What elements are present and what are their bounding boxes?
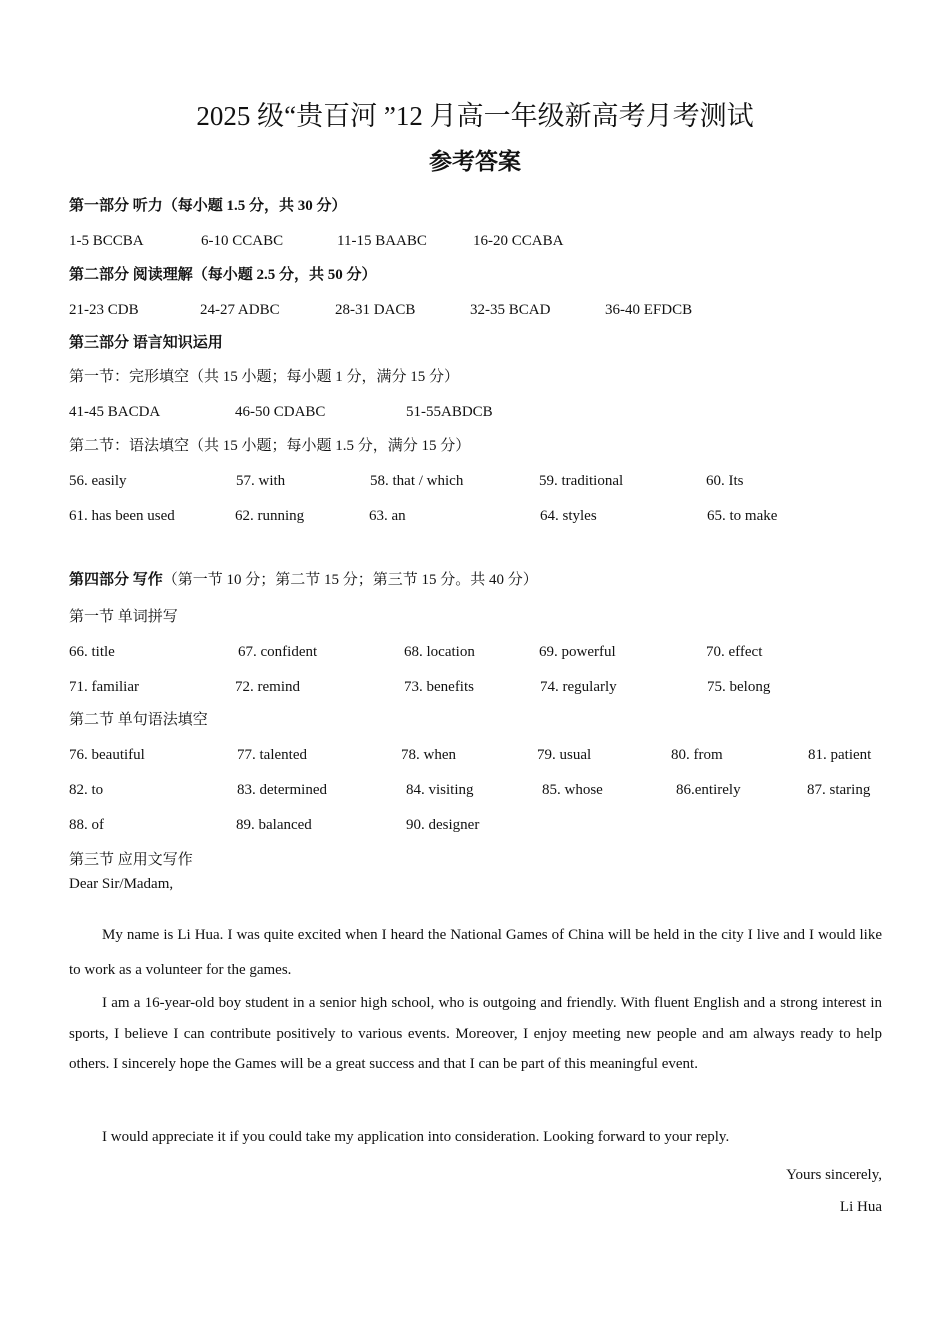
letter-closing: Yours sincerely, <box>786 1167 882 1183</box>
part4-heading-label: 第四部分 写作 <box>69 572 163 588</box>
answer-item: 82. to <box>69 782 104 798</box>
answer-item: 75. belong <box>707 679 771 695</box>
part4-heading-detail: （第一节 10 分；第二节 15 分；第三节 15 分。共 40 分） <box>162 572 538 588</box>
answer-group: 6-10 CCABC <box>201 233 284 249</box>
answer-item: 80. from <box>671 747 723 763</box>
answer-item: 89. balanced <box>236 817 312 833</box>
part4-section2-row3 <box>0 815 950 835</box>
answer-item: 69. powerful <box>539 644 616 660</box>
answer-item: 62. running <box>235 508 305 524</box>
answer-item: 73. benefits <box>404 679 474 695</box>
part1-answers <box>0 231 950 251</box>
part3-section2-row1 <box>0 471 950 491</box>
answer-item: 84. visiting <box>406 782 474 798</box>
answer-item: 67. confident <box>238 644 318 660</box>
letter-paragraph <box>69 1127 882 1147</box>
answer-item: 88. of <box>69 817 104 833</box>
answer-group: 16-20 CCABA <box>473 233 564 249</box>
answer-item: 60. Its <box>706 473 744 489</box>
answer-group: 41-45 BACDA <box>69 404 161 420</box>
answer-item: 85. whose <box>542 782 603 798</box>
letter-paragraph-text: I would appreciate it if you could take my application into consideration. Looking forward to your reply. <box>102 1129 730 1145</box>
answer-group: 21-23 CDB <box>69 302 139 318</box>
answer-item: 63. an <box>369 508 406 524</box>
answer-item: 56. easily <box>69 473 127 489</box>
answer-item: 86.entirely <box>676 782 741 798</box>
part3-section1-heading: 第一节：完形填空（共 15 小题；每小题 1 分，满分 15 分） <box>69 369 460 385</box>
answer-item: 78. when <box>401 747 456 763</box>
answer-item: 68. location <box>404 644 475 660</box>
answer-item: 72. remind <box>235 679 300 695</box>
answer-item: 81. patient <box>808 747 872 763</box>
answer-group: 1-5 BCCBA <box>69 233 144 249</box>
letter-paragraph-text: I am a 16-year-old boy student in a senior high school, who is outgoing and friendly. With fluent English and a strong interest in sports, I believe I can contribute positively to various events. Moreover, I enjoy meeting new people and am always ready to help others. I sincerely hope the Games will be a great success and that I can be part of this meaningful event. <box>69 995 882 1072</box>
part3-section2-heading: 第二节：语法填空（共 15 小题；每小题 1.5 分，满分 15 分） <box>69 438 471 454</box>
letter-greeting: Dear Sir/Madam, <box>69 876 174 892</box>
answer-item: 76. beautiful <box>69 747 145 763</box>
answer-item: 66. title <box>69 644 115 660</box>
answer-item: 87. staring <box>807 782 871 798</box>
part4-section1-row2 <box>0 677 950 697</box>
answer-item: 57. with <box>236 473 286 489</box>
part2-heading: 第二部分 阅读理解（每小题 2.5 分，共 50 分） <box>69 267 377 283</box>
answer-item: 59. traditional <box>539 473 624 489</box>
part4-section1-row1 <box>0 642 950 662</box>
answer-item: 65. to make <box>707 508 778 524</box>
part3-section1-answers <box>0 402 950 422</box>
answer-item: 74. regularly <box>540 679 617 695</box>
answer-group: 24-27 ADBC <box>200 302 280 318</box>
answer-group: 51-55ABDCB <box>406 404 493 420</box>
answer-group: 32-35 BCAD <box>470 302 551 318</box>
part4-section2-heading: 第二节 单句语法填空 <box>69 712 208 728</box>
part4-section2-row1 <box>0 745 950 765</box>
part4-section1-heading: 第一节 单词拼写 <box>69 609 178 625</box>
letter-paragraph-text: My name is Li Hua. I was quite excited when I heard the National Games of China will be held in the city I live and I would like to work as a volunteer for the games. <box>69 927 882 978</box>
answer-item: 61. has been used <box>69 508 175 524</box>
part4-section3-heading: 第三节 应用文写作 <box>69 852 193 868</box>
part4-section2-row2 <box>0 780 950 800</box>
part1-heading: 第一部分 听力（每小题 1.5 分，共 30 分） <box>69 198 347 214</box>
answer-item: 64. styles <box>540 508 597 524</box>
answer-item: 77. talented <box>237 747 307 763</box>
answer-item: 70. effect <box>706 644 763 660</box>
page-subtitle: 参考答案 <box>429 149 521 174</box>
answer-item: 90. designer <box>406 817 480 833</box>
part2-answers <box>0 300 950 320</box>
letter-signature: Li Hua <box>839 1199 882 1215</box>
letter-paragraph <box>69 988 882 1080</box>
page-title: 2025 级“贵百河 ”12 月高一年级新高考月考测试 <box>196 101 754 131</box>
answer-item: 71. familiar <box>69 679 139 695</box>
answer-group: 11-15 BAABC <box>337 233 427 249</box>
part4-heading <box>69 570 538 590</box>
letter-paragraph <box>69 918 882 988</box>
answer-item: 58. that / which <box>370 473 464 489</box>
answer-group: 46-50 CDABC <box>235 404 326 420</box>
answer-item: 83. determined <box>237 782 327 798</box>
answer-item: 79. usual <box>537 747 592 763</box>
part3-heading: 第三部分 语言知识运用 <box>69 335 223 351</box>
part3-section2-row2 <box>0 506 950 526</box>
answer-group: 36-40 EFDCB <box>605 302 693 318</box>
answer-group: 28-31 DACB <box>335 302 416 318</box>
